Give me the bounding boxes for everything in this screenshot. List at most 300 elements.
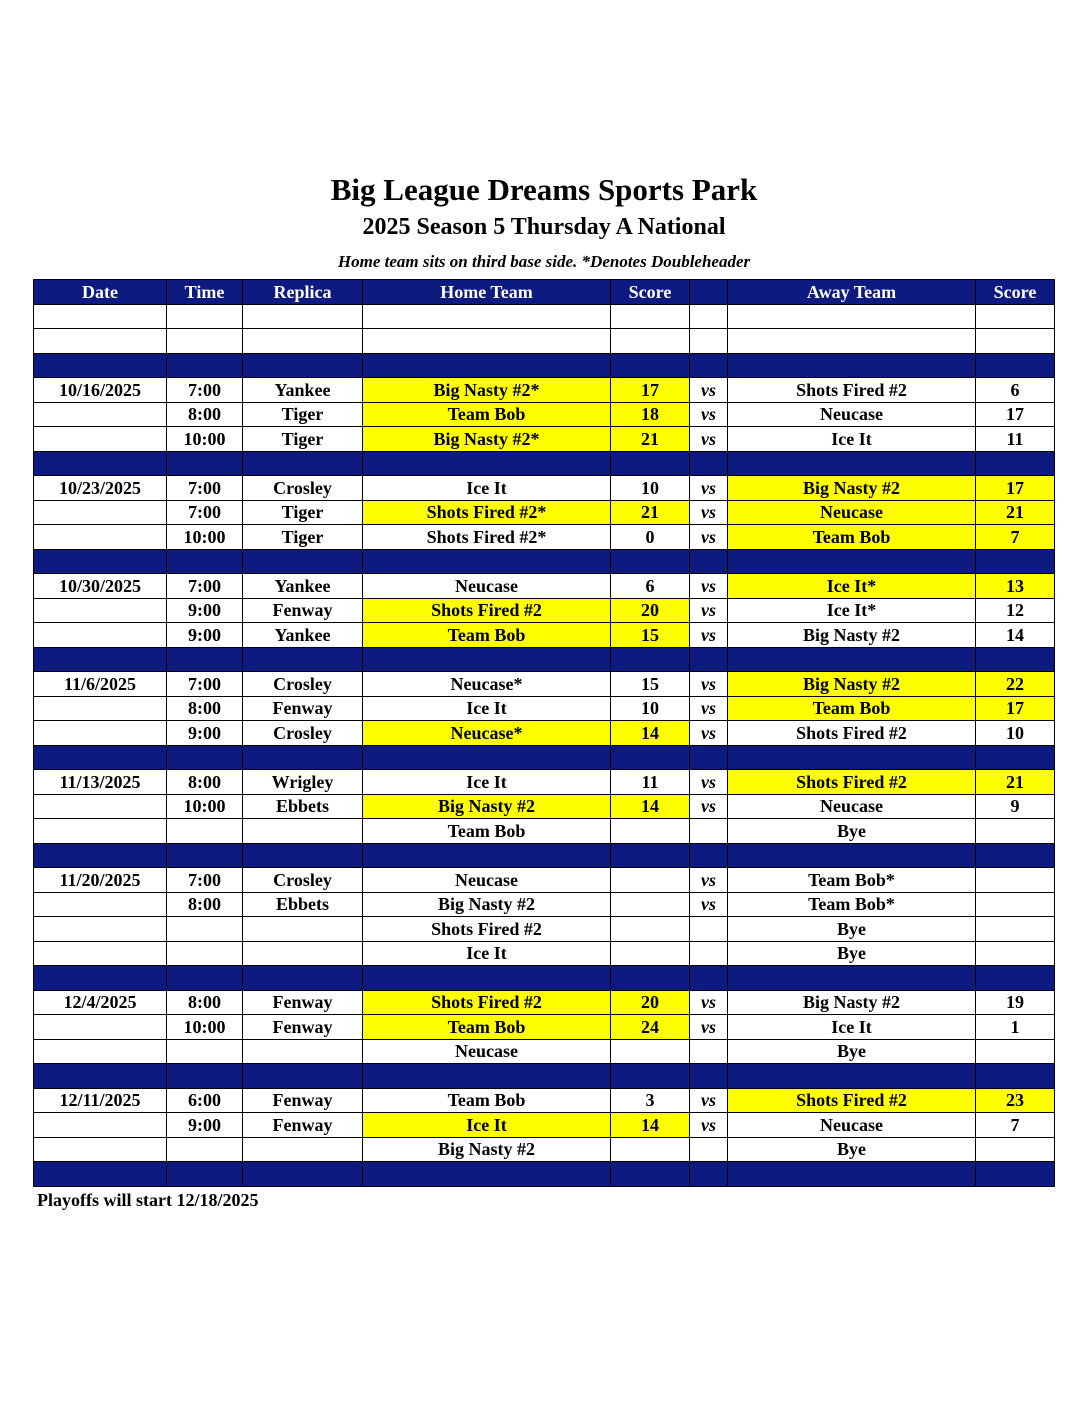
- blank-cell: [611, 329, 690, 354]
- spacer-cell: [363, 1162, 611, 1187]
- cell-away-score: 1: [976, 1015, 1055, 1040]
- cell-home-team: Neucase: [363, 574, 611, 599]
- spacer-cell: [611, 843, 690, 868]
- spacer-cell: [243, 451, 363, 476]
- cell-away-score: 11: [976, 427, 1055, 452]
- cell-replica: Tiger: [243, 402, 363, 427]
- cell-time: 7:00: [167, 476, 243, 501]
- spacer-row: [34, 1162, 1055, 1187]
- spacer-cell: [34, 966, 167, 991]
- spacer-cell: [34, 451, 167, 476]
- cell-home-team: Team Bob: [363, 623, 611, 648]
- cell-home-team: Team Bob: [363, 1015, 611, 1040]
- cell-date: [34, 1113, 167, 1138]
- cell-away-score: [976, 819, 1055, 844]
- cell-time: [167, 941, 243, 966]
- cell-replica: Ebbets: [243, 794, 363, 819]
- cell-away-score: [976, 1039, 1055, 1064]
- spacer-cell: [363, 353, 611, 378]
- cell-home-team: Big Nasty #2: [363, 794, 611, 819]
- spacer-cell: [690, 1162, 728, 1187]
- cell-date: 11/6/2025: [34, 672, 167, 697]
- spacer-cell: [728, 843, 976, 868]
- schedule-table: [33, 279, 1055, 1187]
- cell-date: [34, 402, 167, 427]
- cell-replica: Yankee: [243, 623, 363, 648]
- cell-time: 7:00: [167, 574, 243, 599]
- cell-home-score: [611, 1039, 690, 1064]
- cell-replica: Fenway: [243, 598, 363, 623]
- cell-away-score: [976, 1137, 1055, 1162]
- cell-replica: Yankee: [243, 574, 363, 599]
- spacer-cell: [243, 966, 363, 991]
- spacer-cell: [243, 647, 363, 672]
- spacer-cell: [976, 966, 1055, 991]
- spacer-cell: [690, 549, 728, 574]
- cell-vs: vs: [690, 1015, 728, 1040]
- cell-home-score: 21: [611, 500, 690, 525]
- spacer-cell: [243, 843, 363, 868]
- table-row: [34, 819, 1055, 844]
- cell-replica: Tiger: [243, 500, 363, 525]
- cell-replica: Tiger: [243, 525, 363, 550]
- cell-away-team: Bye: [728, 1039, 976, 1064]
- col-header-home-team: Home Team: [363, 280, 611, 305]
- cell-home-score: 14: [611, 794, 690, 819]
- cell-replica: Fenway: [243, 1088, 363, 1113]
- cell-replica: [243, 1039, 363, 1064]
- table-row: [34, 476, 1055, 501]
- cell-away-team: Bye: [728, 819, 976, 844]
- cell-away-score: [976, 892, 1055, 917]
- cell-home-score: 11: [611, 770, 690, 795]
- spacer-cell: [167, 353, 243, 378]
- spacer-cell: [363, 843, 611, 868]
- cell-away-score: 14: [976, 623, 1055, 648]
- cell-home-team: Neucase: [363, 1039, 611, 1064]
- cell-date: [34, 819, 167, 844]
- cell-away-team: Ice It*: [728, 574, 976, 599]
- cell-vs: vs: [690, 892, 728, 917]
- cell-replica: Yankee: [243, 378, 363, 403]
- cell-date: [34, 623, 167, 648]
- cell-home-score: [611, 868, 690, 893]
- table-row: [34, 500, 1055, 525]
- cell-away-team: Shots Fired #2: [728, 378, 976, 403]
- spacer-cell: [690, 451, 728, 476]
- blank-cell: [243, 304, 363, 329]
- cell-away-team: Neucase: [728, 1113, 976, 1138]
- cell-away-team: Ice It: [728, 1015, 976, 1040]
- table-row: [34, 525, 1055, 550]
- spacer-cell: [34, 1064, 167, 1089]
- cell-time: 8:00: [167, 402, 243, 427]
- spacer-cell: [976, 1162, 1055, 1187]
- cell-home-score: 21: [611, 427, 690, 452]
- cell-vs: vs: [690, 696, 728, 721]
- table-row: [34, 868, 1055, 893]
- spacer-cell: [976, 843, 1055, 868]
- cell-replica: Fenway: [243, 1015, 363, 1040]
- cell-away-team: Team Bob*: [728, 868, 976, 893]
- cell-away-score: 21: [976, 500, 1055, 525]
- table-row: [34, 917, 1055, 942]
- spacer-cell: [690, 1064, 728, 1089]
- spacer-cell: [167, 647, 243, 672]
- cell-replica: Crosley: [243, 721, 363, 746]
- cell-home-team: Shots Fired #2: [363, 917, 611, 942]
- blank-cell: [690, 329, 728, 354]
- cell-vs: [690, 1039, 728, 1064]
- spacer-cell: [34, 843, 167, 868]
- page-subtitle: 2025 Season 5 Thursday A National: [362, 214, 726, 240]
- cell-time: 10:00: [167, 794, 243, 819]
- cell-away-team: Shots Fired #2: [728, 721, 976, 746]
- spacer-cell: [690, 966, 728, 991]
- cell-away-team: Big Nasty #2: [728, 990, 976, 1015]
- cell-replica: Fenway: [243, 1113, 363, 1138]
- blank-cell: [690, 304, 728, 329]
- spacer-cell: [611, 549, 690, 574]
- col-header-date: Date: [34, 280, 167, 305]
- spacer-cell: [728, 549, 976, 574]
- cell-away-score: 7: [976, 1113, 1055, 1138]
- cell-home-team: Ice It: [363, 476, 611, 501]
- spacer-cell: [690, 843, 728, 868]
- cell-home-score: 20: [611, 990, 690, 1015]
- cell-time: 7:00: [167, 868, 243, 893]
- cell-time: 8:00: [167, 770, 243, 795]
- cell-vs: vs: [690, 868, 728, 893]
- cell-time: 10:00: [167, 1015, 243, 1040]
- cell-vs: vs: [690, 794, 728, 819]
- cell-away-score: 17: [976, 476, 1055, 501]
- spacer-cell: [167, 966, 243, 991]
- cell-home-team: Team Bob: [363, 819, 611, 844]
- col-header-vs: [690, 280, 728, 305]
- col-header-away-team: Away Team: [728, 280, 976, 305]
- spacer-cell: [728, 353, 976, 378]
- cell-away-team: Bye: [728, 917, 976, 942]
- table-row: [34, 1088, 1055, 1113]
- cell-replica: [243, 819, 363, 844]
- spacer-cell: [611, 647, 690, 672]
- cell-replica: Ebbets: [243, 892, 363, 917]
- cell-vs: [690, 917, 728, 942]
- cell-date: [34, 794, 167, 819]
- cell-home-team: Ice It: [363, 696, 611, 721]
- cell-away-team: Team Bob: [728, 696, 976, 721]
- cell-home-score: 10: [611, 696, 690, 721]
- table-row: [34, 672, 1055, 697]
- spacer-cell: [243, 745, 363, 770]
- cell-home-team: Ice It: [363, 1113, 611, 1138]
- spacer-cell: [728, 647, 976, 672]
- spacer-cell: [728, 451, 976, 476]
- spacer-cell: [976, 745, 1055, 770]
- cell-vs: vs: [690, 574, 728, 599]
- spacer-row: [34, 1064, 1055, 1089]
- cell-date: 10/23/2025: [34, 476, 167, 501]
- cell-replica: Crosley: [243, 672, 363, 697]
- cell-vs: vs: [690, 427, 728, 452]
- cell-away-team: Big Nasty #2: [728, 623, 976, 648]
- cell-vs: vs: [690, 598, 728, 623]
- spacer-cell: [728, 1162, 976, 1187]
- cell-away-team: Neucase: [728, 402, 976, 427]
- table-header-row: [34, 280, 1055, 305]
- cell-date: [34, 941, 167, 966]
- blank-cell: [243, 329, 363, 354]
- cell-away-team: Team Bob*: [728, 892, 976, 917]
- cell-date: 12/11/2025: [34, 1088, 167, 1113]
- spacer-cell: [728, 745, 976, 770]
- table-row: [34, 378, 1055, 403]
- spacer-row: [34, 353, 1055, 378]
- spacer-cell: [363, 966, 611, 991]
- blank-cell: [167, 329, 243, 354]
- cell-vs: vs: [690, 525, 728, 550]
- cell-home-score: 15: [611, 623, 690, 648]
- cell-date: 11/20/2025: [34, 868, 167, 893]
- cell-date: [34, 1015, 167, 1040]
- spacer-row: [34, 966, 1055, 991]
- cell-home-team: Neucase*: [363, 721, 611, 746]
- cell-home-team: Big Nasty #2: [363, 892, 611, 917]
- cell-date: 12/4/2025: [34, 990, 167, 1015]
- schedule-note: Home team sits on third base side. *Denotes Doubleheader: [337, 252, 751, 271]
- cell-away-score: 13: [976, 574, 1055, 599]
- cell-away-score: 9: [976, 794, 1055, 819]
- cell-away-score: 17: [976, 696, 1055, 721]
- cell-date: 10/30/2025: [34, 574, 167, 599]
- cell-time: 8:00: [167, 696, 243, 721]
- cell-replica: Crosley: [243, 868, 363, 893]
- table-row: [34, 1039, 1055, 1064]
- blank-row: [34, 304, 1055, 329]
- cell-date: [34, 696, 167, 721]
- table-row: [34, 574, 1055, 599]
- spacer-row: [34, 647, 1055, 672]
- cell-home-score: 10: [611, 476, 690, 501]
- cell-vs: vs: [690, 770, 728, 795]
- cell-replica: Fenway: [243, 990, 363, 1015]
- spacer-cell: [363, 647, 611, 672]
- blank-cell: [363, 304, 611, 329]
- cell-time: 9:00: [167, 1113, 243, 1138]
- cell-vs: vs: [690, 672, 728, 697]
- table-row: [34, 696, 1055, 721]
- spacer-cell: [363, 745, 611, 770]
- spacer-cell: [976, 647, 1055, 672]
- cell-home-score: [611, 941, 690, 966]
- spacer-cell: [34, 549, 167, 574]
- col-header-away-score: Score: [976, 280, 1055, 305]
- cell-home-score: 0: [611, 525, 690, 550]
- spacer-cell: [728, 1064, 976, 1089]
- spacer-cell: [167, 1064, 243, 1089]
- cell-away-score: [976, 868, 1055, 893]
- spacer-cell: [611, 966, 690, 991]
- spacer-row: [34, 451, 1055, 476]
- cell-home-team: Big Nasty #2: [363, 1137, 611, 1162]
- spacer-cell: [34, 353, 167, 378]
- cell-replica: [243, 941, 363, 966]
- cell-time: 8:00: [167, 990, 243, 1015]
- table-row: [34, 623, 1055, 648]
- cell-away-score: 6: [976, 378, 1055, 403]
- cell-date: [34, 500, 167, 525]
- blank-row: [34, 329, 1055, 354]
- cell-home-team: Team Bob: [363, 402, 611, 427]
- cell-date: [34, 721, 167, 746]
- cell-time: 7:00: [167, 672, 243, 697]
- spacer-cell: [976, 549, 1055, 574]
- cell-date: [34, 1137, 167, 1162]
- cell-away-team: Neucase: [728, 794, 976, 819]
- cell-time: 7:00: [167, 378, 243, 403]
- cell-away-score: 19: [976, 990, 1055, 1015]
- table-row: [34, 402, 1055, 427]
- cell-vs: [690, 1137, 728, 1162]
- spacer-cell: [976, 353, 1055, 378]
- blank-cell: [34, 304, 167, 329]
- spacer-cell: [34, 647, 167, 672]
- cell-home-score: 18: [611, 402, 690, 427]
- table-row: [34, 941, 1055, 966]
- cell-away-team: Ice It*: [728, 598, 976, 623]
- spacer-cell: [243, 353, 363, 378]
- spacer-cell: [34, 1162, 167, 1187]
- spacer-cell: [690, 647, 728, 672]
- cell-home-team: Big Nasty #2*: [363, 378, 611, 403]
- cell-away-score: [976, 917, 1055, 942]
- cell-home-team: Big Nasty #2*: [363, 427, 611, 452]
- cell-vs: vs: [690, 500, 728, 525]
- cell-away-score: 10: [976, 721, 1055, 746]
- col-header-home-score: Score: [611, 280, 690, 305]
- cell-away-team: Bye: [728, 941, 976, 966]
- spacer-cell: [167, 1162, 243, 1187]
- cell-home-score: 15: [611, 672, 690, 697]
- cell-home-team: Shots Fired #2*: [363, 525, 611, 550]
- cell-replica: [243, 917, 363, 942]
- table-row: [34, 598, 1055, 623]
- blank-cell: [167, 304, 243, 329]
- table-row: [34, 427, 1055, 452]
- cell-date: 11/13/2025: [34, 770, 167, 795]
- cell-vs: vs: [690, 476, 728, 501]
- page-title: Big League Dreams Sports Park: [330, 172, 758, 207]
- spacer-cell: [167, 843, 243, 868]
- cell-home-team: Ice It: [363, 941, 611, 966]
- table-row: [34, 1113, 1055, 1138]
- table-row: [34, 794, 1055, 819]
- cell-vs: [690, 941, 728, 966]
- col-header-replica: Replica: [243, 280, 363, 305]
- cell-vs: vs: [690, 1113, 728, 1138]
- cell-vs: vs: [690, 378, 728, 403]
- cell-away-score: 17: [976, 402, 1055, 427]
- cell-away-team: Shots Fired #2: [728, 770, 976, 795]
- blank-cell: [728, 304, 976, 329]
- cell-away-score: 22: [976, 672, 1055, 697]
- table-row: [34, 770, 1055, 795]
- blank-cell: [976, 329, 1055, 354]
- spacer-cell: [611, 1162, 690, 1187]
- cell-home-team: Neucase: [363, 868, 611, 893]
- cell-replica: Crosley: [243, 476, 363, 501]
- spacer-cell: [690, 745, 728, 770]
- cell-vs: vs: [690, 402, 728, 427]
- cell-vs: vs: [690, 721, 728, 746]
- cell-date: [34, 1039, 167, 1064]
- cell-time: 7:00: [167, 500, 243, 525]
- spacer-row: [34, 843, 1055, 868]
- cell-home-score: [611, 917, 690, 942]
- cell-away-team: Big Nasty #2: [728, 476, 976, 501]
- cell-time: [167, 1137, 243, 1162]
- cell-replica: Fenway: [243, 696, 363, 721]
- cell-time: 9:00: [167, 623, 243, 648]
- cell-away-score: [976, 941, 1055, 966]
- table-row: [34, 990, 1055, 1015]
- cell-home-score: 14: [611, 721, 690, 746]
- spacer-cell: [611, 745, 690, 770]
- cell-home-team: Shots Fired #2: [363, 990, 611, 1015]
- spacer-cell: [243, 1162, 363, 1187]
- spacer-cell: [167, 451, 243, 476]
- cell-away-team: Big Nasty #2: [728, 672, 976, 697]
- spacer-cell: [34, 745, 167, 770]
- cell-home-score: 3: [611, 1088, 690, 1113]
- cell-date: 10/16/2025: [34, 378, 167, 403]
- spacer-cell: [611, 1064, 690, 1089]
- cell-home-team: Neucase*: [363, 672, 611, 697]
- cell-home-score: 14: [611, 1113, 690, 1138]
- cell-home-team: Team Bob: [363, 1088, 611, 1113]
- cell-time: [167, 819, 243, 844]
- spacer-cell: [976, 1064, 1055, 1089]
- cell-time: 9:00: [167, 598, 243, 623]
- cell-away-score: 12: [976, 598, 1055, 623]
- blank-cell: [976, 304, 1055, 329]
- blank-cell: [611, 304, 690, 329]
- cell-vs: vs: [690, 990, 728, 1015]
- spacer-cell: [690, 353, 728, 378]
- cell-home-team: Shots Fired #2: [363, 598, 611, 623]
- spacer-cell: [363, 451, 611, 476]
- cell-away-team: Team Bob: [728, 525, 976, 550]
- spacer-cell: [243, 549, 363, 574]
- cell-away-team: Neucase: [728, 500, 976, 525]
- cell-time: 10:00: [167, 525, 243, 550]
- cell-time: 9:00: [167, 721, 243, 746]
- cell-time: 6:00: [167, 1088, 243, 1113]
- table-row: [34, 1137, 1055, 1162]
- spacer-cell: [363, 549, 611, 574]
- cell-home-score: 24: [611, 1015, 690, 1040]
- cell-date: [34, 917, 167, 942]
- cell-time: 10:00: [167, 427, 243, 452]
- spacer-cell: [611, 451, 690, 476]
- spacer-cell: [728, 966, 976, 991]
- cell-home-score: 6: [611, 574, 690, 599]
- spacer-cell: [976, 451, 1055, 476]
- col-header-time: Time: [167, 280, 243, 305]
- cell-away-score: 7: [976, 525, 1055, 550]
- cell-home-score: [611, 819, 690, 844]
